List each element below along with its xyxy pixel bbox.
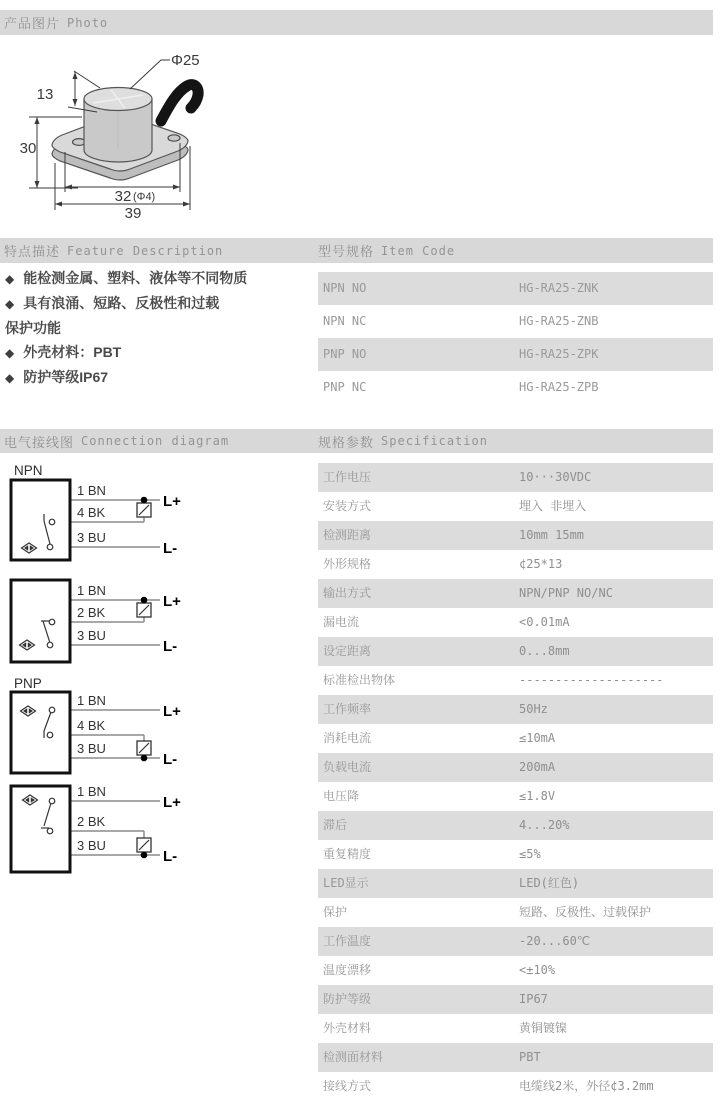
dim-total-width: 39 bbox=[124, 205, 142, 222]
wire-label: 2 BK bbox=[77, 605, 106, 620]
spec-row bbox=[318, 927, 713, 956]
diagram-group-label: PNP bbox=[14, 676, 42, 691]
feature-item bbox=[5, 340, 310, 365]
junction-dot bbox=[141, 755, 148, 762]
spec-label: LED显示 bbox=[323, 876, 369, 890]
item-code: HG-RA25-ZPK bbox=[519, 347, 599, 361]
spec-title-en: Specification bbox=[381, 434, 488, 448]
spec-row bbox=[318, 724, 713, 753]
wire-label: 3 BU bbox=[77, 628, 106, 643]
spec-value: ≤1.8V bbox=[519, 789, 556, 803]
connection-title-cn: 电气接线图 bbox=[4, 435, 75, 451]
item-code: HG-RA25-ZPB bbox=[519, 380, 599, 394]
spec-value: 10mm 15mm bbox=[519, 528, 585, 542]
item-type: NPN NO bbox=[323, 281, 367, 295]
spec-value: 电缆线2米，外径¢3.2mm bbox=[519, 1079, 654, 1093]
spec-value: <±10% bbox=[519, 963, 556, 977]
spec-label: 滞后 bbox=[323, 818, 348, 832]
spec-value: 0...8mm bbox=[519, 644, 570, 658]
spec-row bbox=[318, 985, 713, 1014]
polarity-plus: L+ bbox=[163, 593, 181, 610]
connection-diagrams bbox=[0, 458, 310, 882]
item-code-row bbox=[318, 371, 713, 404]
spec-label: 检测距离 bbox=[323, 528, 372, 542]
item-type: NPN NC bbox=[323, 314, 367, 328]
diagram-npn-nc bbox=[11, 580, 181, 662]
spec-row bbox=[318, 956, 713, 985]
spec-row bbox=[318, 521, 713, 550]
spec-row bbox=[318, 898, 713, 927]
wire-label: 1 BN bbox=[77, 483, 106, 498]
feature-text: 防护等级IP67 bbox=[23, 369, 109, 385]
junction-dot bbox=[141, 852, 148, 859]
spec-row bbox=[318, 637, 713, 666]
polarity-plus: L+ bbox=[163, 794, 181, 811]
sensor-box bbox=[11, 580, 70, 662]
polarity-plus: L+ bbox=[163, 493, 181, 510]
spec-value: 黄铜镀镍 bbox=[519, 1021, 568, 1035]
bullet-diamond-icon: ◆ bbox=[5, 371, 15, 385]
item-code: HG-RA25-ZNK bbox=[519, 281, 599, 295]
dim-head-height: 13 bbox=[36, 86, 54, 103]
wire-label: 3 BU bbox=[77, 838, 106, 853]
spec-value: <0.01mA bbox=[519, 615, 570, 629]
item-code-table bbox=[318, 272, 713, 404]
spec-value: 埋入 非埋入 bbox=[519, 499, 587, 513]
polarity-minus: L- bbox=[163, 751, 178, 768]
item-code-row bbox=[318, 338, 713, 371]
itemcode-title-cn: 型号规格 bbox=[318, 245, 375, 260]
features-list bbox=[5, 266, 310, 390]
spec-value: 10···30VDC bbox=[519, 470, 592, 484]
spec-label: 防护等级 bbox=[323, 992, 372, 1006]
feature-text: 外壳材料：PBT bbox=[23, 344, 122, 360]
spec-row bbox=[318, 782, 713, 811]
spec-label: 保护 bbox=[323, 905, 348, 919]
diagram-group-label: NPN bbox=[14, 463, 43, 478]
spec-label: 工作频率 bbox=[323, 702, 372, 716]
wire-label: 4 BK bbox=[77, 505, 106, 520]
photo-title-cn: 产品图片 bbox=[4, 17, 61, 32]
cable bbox=[161, 85, 198, 121]
diagram-pnp-no bbox=[11, 676, 181, 773]
diagram-npn-no bbox=[11, 463, 181, 560]
feature-item bbox=[5, 365, 310, 390]
spec-row bbox=[318, 492, 713, 521]
spec-label: 工作电压 bbox=[323, 470, 372, 484]
item-code-row bbox=[318, 272, 713, 305]
feature-itemcode-header bbox=[0, 238, 713, 263]
wire-label: 2 BK bbox=[77, 814, 106, 829]
spec-label: 安装方式 bbox=[323, 499, 372, 513]
spec-value: -------------------- bbox=[519, 673, 664, 687]
spec-label: 输出方式 bbox=[323, 586, 372, 600]
diagram-pnp-nc bbox=[11, 784, 181, 872]
spec-row bbox=[318, 550, 713, 579]
wire-label: 1 BN bbox=[77, 784, 106, 799]
dim-hole-span: 32 bbox=[114, 188, 132, 205]
spec-row bbox=[318, 811, 713, 840]
spec-value: ≤5% bbox=[519, 847, 541, 861]
polarity-minus: L- bbox=[163, 848, 178, 865]
wire-label: 3 BU bbox=[77, 530, 106, 545]
features-title-cn: 特点描述 bbox=[4, 245, 61, 260]
wire-label: 3 BU bbox=[77, 741, 106, 756]
spec-value: LED(红色) bbox=[519, 876, 580, 890]
spec-table bbox=[318, 463, 713, 1096]
features-title-en: Feature Description bbox=[67, 243, 224, 258]
item-type: PNP NO bbox=[323, 347, 367, 361]
dim-total-height: 30 bbox=[19, 140, 37, 157]
spec-label: 温度漂移 bbox=[323, 963, 372, 977]
spec-value: 200mA bbox=[519, 760, 556, 774]
connection-spec-header bbox=[0, 429, 713, 453]
spec-row bbox=[318, 1043, 713, 1072]
junction-dot bbox=[141, 597, 148, 604]
item-type: PNP NC bbox=[323, 380, 367, 394]
spec-title-cn: 规格参数 bbox=[318, 435, 375, 451]
sensor-box bbox=[11, 692, 70, 773]
spec-row bbox=[318, 1014, 713, 1043]
spec-label: 检测面材料 bbox=[323, 1050, 384, 1064]
photo-section-header bbox=[0, 10, 713, 35]
feature-item bbox=[5, 316, 310, 340]
spec-label: 设定距离 bbox=[323, 644, 372, 658]
dim-hole-note: (Φ4) bbox=[133, 191, 156, 203]
sensor-box bbox=[11, 786, 70, 872]
dim-top-diameter: Φ25 bbox=[171, 52, 200, 69]
spec-row bbox=[318, 579, 713, 608]
photo-title-en: Photo bbox=[67, 15, 109, 30]
bullet-diamond-icon: ◆ bbox=[5, 297, 15, 311]
sensor-box bbox=[11, 480, 70, 560]
spec-value: ¢25*13 bbox=[519, 557, 563, 571]
junction-dot bbox=[141, 497, 148, 504]
feature-item bbox=[5, 291, 310, 316]
spec-value: 4...20% bbox=[519, 818, 570, 832]
spec-value: PBT bbox=[519, 1050, 541, 1064]
spec-label: 漏电流 bbox=[323, 615, 360, 629]
spec-value: 短路、反极性、过载保护 bbox=[519, 905, 652, 919]
mount-hole-right bbox=[168, 135, 180, 141]
spec-row bbox=[318, 1072, 713, 1096]
spec-label: 接线方式 bbox=[323, 1079, 372, 1093]
spec-label: 负载电流 bbox=[323, 760, 372, 774]
wire-label: 4 BK bbox=[77, 718, 106, 733]
bullet-diamond-icon: ◆ bbox=[5, 346, 15, 360]
spec-value: -20...60℃ bbox=[519, 934, 591, 948]
feature-item bbox=[5, 266, 310, 291]
wire-label: 1 BN bbox=[77, 583, 106, 598]
spec-row bbox=[318, 840, 713, 869]
spec-value: 50Hz bbox=[519, 702, 548, 716]
item-code-row bbox=[318, 305, 713, 338]
connection-title-en: Connection diagram bbox=[81, 434, 230, 448]
spec-row bbox=[318, 753, 713, 782]
polarity-minus: L- bbox=[163, 638, 178, 655]
spec-label: 工作温度 bbox=[323, 934, 372, 948]
polarity-plus: L+ bbox=[163, 703, 181, 720]
spec-row bbox=[318, 608, 713, 637]
spec-label: 标准检出物体 bbox=[323, 673, 396, 687]
spec-value: ≤10mA bbox=[519, 731, 556, 745]
spec-row bbox=[318, 869, 713, 898]
spec-label: 重复精度 bbox=[323, 847, 372, 861]
spec-value: IP67 bbox=[519, 992, 548, 1006]
spec-label: 外形规格 bbox=[323, 557, 372, 571]
spec-value: NPN/PNP NO/NC bbox=[519, 586, 613, 600]
feature-text: 保护功能 bbox=[5, 320, 61, 336]
feature-text: 能检测金属、塑料、液体等不同物质 bbox=[23, 270, 248, 286]
spec-label: 电压降 bbox=[323, 789, 360, 803]
spec-row bbox=[318, 463, 713, 492]
item-code: HG-RA25-ZNB bbox=[519, 314, 599, 328]
feature-text: 具有浪涌、短路、反极性和过载 bbox=[23, 295, 220, 311]
wire-label: 1 BN bbox=[77, 693, 106, 708]
itemcode-title-en: Item Code bbox=[381, 243, 456, 258]
spec-label: 外壳材料 bbox=[323, 1021, 372, 1035]
product-drawing bbox=[0, 40, 240, 235]
spec-row bbox=[318, 666, 713, 695]
spec-label: 消耗电流 bbox=[323, 731, 372, 745]
bullet-diamond-icon: ◆ bbox=[5, 272, 15, 286]
polarity-minus: L- bbox=[163, 540, 178, 557]
spec-row bbox=[318, 695, 713, 724]
